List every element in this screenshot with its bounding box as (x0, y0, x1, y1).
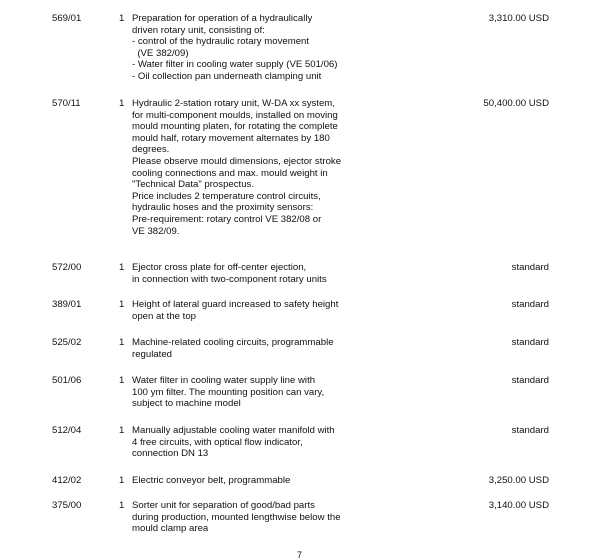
item-quantity: 1 (119, 425, 125, 436)
item-price: 3,250.00 USD (488, 475, 549, 486)
description-line: degrees. (132, 144, 170, 156)
item-description (132, 98, 368, 237)
description-line: Machine-related cooling circuits, programmable (132, 337, 334, 348)
description-line: mould clamp area (132, 523, 209, 535)
item-code: 572/00 (52, 262, 82, 273)
description-line: cooling connections and max. mould weight in (132, 167, 328, 179)
item-price: 3,310.00 USD (488, 13, 549, 24)
description-line: Height of lateral guard increased to safety height (132, 299, 339, 310)
description-line: - Water filter in cooling water supply (VE 501/06) (132, 59, 338, 71)
description-line: Water filter in cooling water supply line with (132, 375, 316, 386)
item-description (132, 375, 368, 410)
item-quantity: 1 (119, 500, 125, 511)
description-line: Preparation for operation of a hydraulically (132, 13, 313, 24)
description-line: Pre-requirement: rotary control VE 382/08 or (132, 213, 322, 225)
item-description (132, 500, 368, 535)
item-price: 3,140.00 USD (488, 500, 549, 511)
item-quantity: 1 (119, 262, 125, 273)
item-quantity: 1 (119, 98, 125, 109)
description-line: connection DN 13 (132, 448, 209, 460)
item-code: 570/11 (52, 98, 81, 109)
description-line: 100 ym filter. The mounting position can vary, (132, 386, 325, 398)
description-line: subject to machine model (132, 398, 241, 410)
description-line: hydraulic hoses and the proximity sensors: (132, 202, 314, 214)
item-code: 569/01 (52, 13, 82, 24)
item-price: standard (511, 337, 549, 348)
description-line: Please observe mould dimensions, ejector stroke (132, 155, 342, 167)
description-line: - control of the hydraulic rotary movement (132, 36, 310, 48)
item-quantity: 1 (119, 299, 125, 310)
item-description (132, 299, 368, 322)
item-description (132, 337, 368, 360)
page-number: 7 (297, 550, 303, 560)
item-price: standard (511, 375, 549, 386)
description-line: regulated (132, 348, 173, 360)
item-price: standard (511, 262, 549, 273)
item-quantity: 1 (119, 13, 125, 24)
description-line: 4 free circuits, with optical flow indicator, (132, 436, 303, 448)
item-description (132, 475, 368, 487)
item-code: 389/01 (52, 299, 82, 310)
description-line: driven rotary unit, consisting of: (132, 24, 265, 36)
item-price: standard (511, 299, 549, 310)
description-line: - Oil collection pan underneath clamping unit (132, 70, 322, 82)
description-line: Price includes 2 temperature control circuits, (132, 190, 321, 202)
description-line: mould half, rotary movement alternates by 180 (132, 132, 330, 144)
description-line: mould mounting platen, for rotating the complete (132, 121, 338, 133)
item-code: 525/02 (52, 337, 82, 348)
item-description (132, 13, 368, 83)
description-line: Manually adjustable cooling water manifold with (132, 425, 335, 436)
item-price: 50,400.00 USD (483, 98, 549, 109)
item-code: 501/06 (52, 375, 82, 386)
item-quantity: 1 (119, 375, 125, 386)
description-line: VE 382/09. (132, 225, 180, 237)
item-price: standard (511, 425, 549, 436)
item-code: 412/02 (52, 475, 82, 486)
item-code: 512/04 (52, 425, 82, 436)
item-description (132, 425, 368, 460)
description-line: Sorter unit for separation of good/bad parts (132, 500, 315, 511)
item-quantity: 1 (119, 475, 125, 486)
description-line: (VE 382/09) (132, 47, 189, 59)
description-line: in connection with two-component rotary units (132, 273, 327, 285)
item-code: 375/00 (52, 500, 82, 511)
item-description (132, 262, 368, 285)
description-line: for multi-component moulds, installed on moving (132, 109, 338, 121)
description-line: "Technical Data" prospectus. (132, 179, 254, 191)
description-line: Ejector cross plate for off-center ejection, (132, 262, 307, 273)
description-line: during production, mounted lengthwise below the (132, 511, 341, 523)
description-line: open at the top (132, 310, 197, 322)
description-line: Hydraulic 2-station rotary unit, W-DA xx system, (132, 98, 335, 109)
item-quantity: 1 (119, 337, 125, 348)
description-line: Electric conveyor belt, programmable (132, 475, 291, 486)
